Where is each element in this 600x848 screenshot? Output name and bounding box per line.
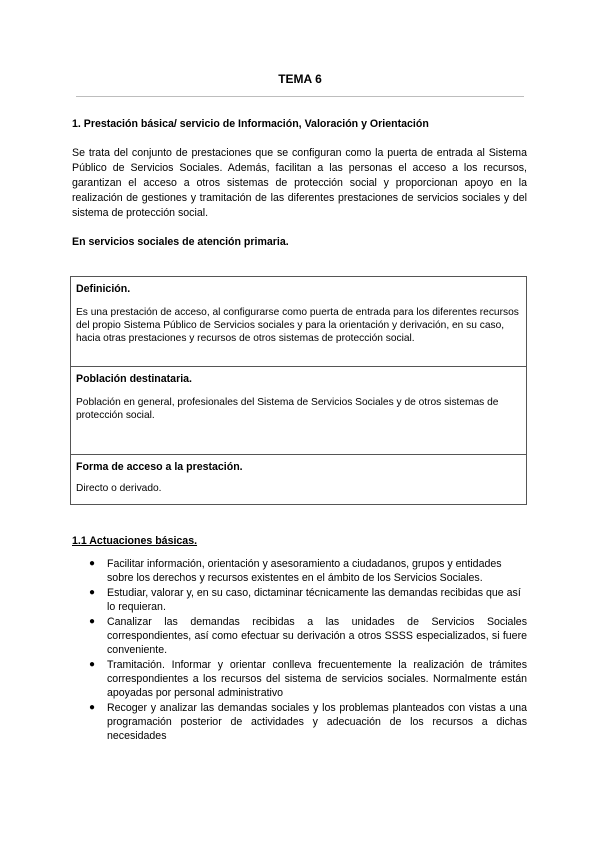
table-row-access-form	[71, 455, 526, 504]
target-population-label: Población destinataria.	[76, 373, 192, 385]
table-row-definition	[71, 277, 526, 367]
actions-list	[72, 557, 527, 744]
list-item-text: Recoger y analizar las demandas sociales y los problemas planteados con vistas a una programación posterior de actividades y adecuación de los recursos a dichas necesidades	[107, 702, 527, 742]
list-item	[72, 615, 527, 657]
bullet-icon: ●	[89, 616, 96, 627]
list-item-text: Tramitación. Informar y orientar conlleva frecuentemente la realización de trámites correspondientes a los recursos del sistema de servicios sociales. Normalmente están apoyadas por personal administrativo	[107, 659, 527, 699]
access-form-text: Directo o derivado.	[76, 483, 162, 494]
info-table	[70, 276, 527, 505]
list-item-text: Estudiar, valorar y, en su caso, dictaminar técnicamente las demandas recibidas que así lo requieran.	[107, 587, 521, 613]
bullet-icon: ●	[89, 587, 96, 598]
bullet-icon: ●	[89, 558, 96, 569]
definition-label: Definición.	[76, 283, 131, 295]
page-title: TEMA 6	[278, 72, 322, 86]
bullet-icon: ●	[89, 659, 96, 670]
target-population-text: Población en general, profesionales del Sistema de Servicios Sociales y de otros sistemas de protección social.	[76, 397, 499, 421]
title-divider	[76, 96, 524, 97]
list-item	[72, 658, 527, 700]
list-item	[72, 557, 527, 585]
subheading-primary-care: En servicios sociales de atención primaria.	[72, 236, 289, 248]
list-item-text: Facilitar información, orientación y asesoramiento a ciudadanos, grupos y entidades sobre los derechos y recursos existentes en el ámbito de los Servicios Sociales.	[107, 558, 502, 584]
section-heading: 1. Prestación básica/ servicio de Información, Valoración y Orientación	[72, 118, 429, 130]
actions-heading: 1.1 Actuaciones básicas.	[72, 535, 198, 547]
access-form-label: Forma de acceso a la prestación.	[76, 461, 243, 473]
list-item	[72, 701, 527, 743]
list-item-text: Canalizar las demandas recibidas a las unidades de Servicios Sociales correspondientes, así como efectuar su derivación a otros SSSS especializados, si fuere conveniente.	[107, 616, 527, 656]
bullet-icon: ●	[89, 702, 96, 713]
definition-text: Es una prestación de acceso, al configurarse como puerta de entrada para los diferentes recursos del propio Sistema Público de Servicios sociales y para la orientación y derivación, en su caso, hacia otras prestaciones y recursos de otros sistemas de protección social.	[76, 307, 519, 344]
table-row-target-population	[71, 367, 526, 455]
list-item	[72, 586, 527, 614]
intro-paragraph: Se trata del conjunto de prestaciones que se configuran como la puerta de entrada al Sistema Público de Servicios Sociales. Además, facilitan a las personas el acceso a los recursos, garantizan el acceso a otros sistemas de protección social y proporcionan apoyo en la realización de gestiones y tramitación de las diferentes prestaciones de servicios sociales y del sistema de protección social.	[72, 147, 527, 219]
